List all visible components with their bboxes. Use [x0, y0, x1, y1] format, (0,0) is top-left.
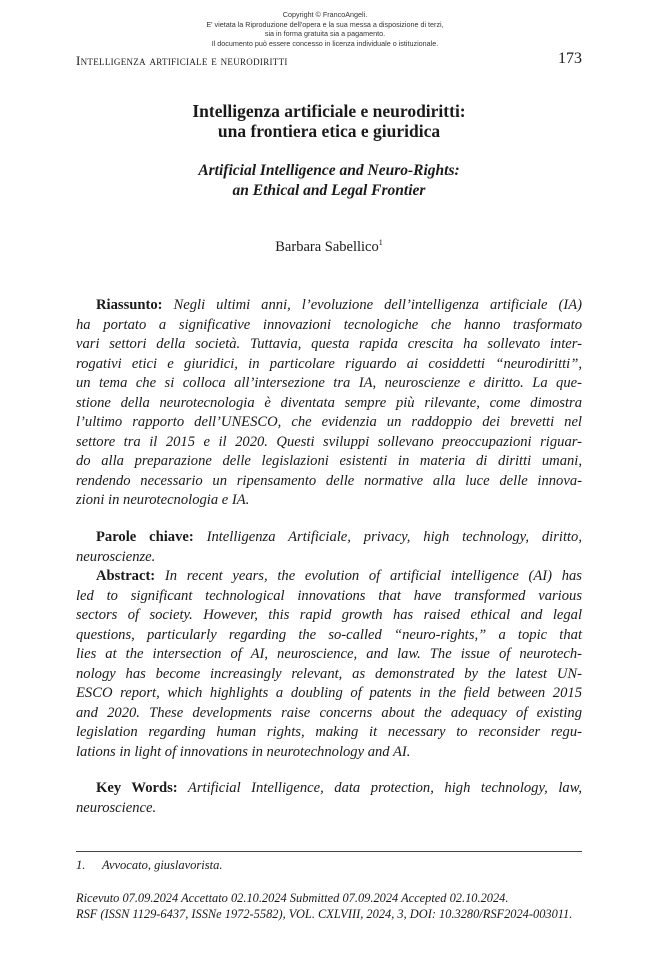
abstract-line: ESCO report, which highlights a doubling of patents in the field between 2015	[76, 685, 582, 701]
riassunto-section	[76, 296, 582, 511]
copyright-line: E' vietata la Riproduzione dell'opera e la sua messa a disposizione di terzi,	[206, 19, 444, 29]
abstract-line: and 2020. These developments raise concerns about the adequacy of existing	[76, 704, 582, 721]
footnote-number: 1.	[76, 858, 86, 872]
key-words-label: Key Words:	[96, 780, 178, 796]
riassunto-line: vari settori della società. Tuttavia, questa rapida crescita ha sollevato inter-	[76, 336, 582, 352]
title-line: Intelligenza artificiale e neurodiritti:	[192, 101, 466, 121]
riassunto-line: zioni in neurotecnologia e IA.	[76, 492, 250, 508]
author-name: Barbara Sabellico	[275, 239, 379, 255]
riassunto-line: un tema che si colloca all’intersezione tra IA, neuroscienze e diritto. La que-	[76, 375, 582, 391]
copyright-line: sia in forma gratuita sia a pagamento.	[264, 29, 386, 39]
key-words-line: neuroscience.	[76, 799, 157, 816]
riassunto-line: ha portato a significative innovazioni tecnologiche che hanno trasformato	[76, 316, 582, 333]
copyright-line: Copyright © FrancoAngeli.	[282, 10, 368, 19]
publication-line: Ricevuto 07.09.2024 Accettato 02.10.2024 Submitted 07.09.2024 Accepted 02.10.2024.	[76, 891, 509, 905]
riassunto-label: Riassunto:	[96, 297, 163, 313]
abstract-line: nology has become increasingly relevant, as demonstrated by the latest UN-	[76, 665, 582, 682]
page-number: 173	[558, 50, 582, 67]
parole-chiave-section	[76, 528, 582, 567]
abstract-line: led to significant technological innovations that have transformed various	[76, 587, 582, 604]
publication-info	[76, 890, 582, 922]
subtitle-line: Artificial Intelligence and Neuro-Rights:	[198, 162, 460, 179]
key-words-line	[76, 779, 582, 799]
riassunto-line: settore tra il 2015 e il 2020. Questi sviluppi sollevano preoccupazioni riguar-	[76, 433, 582, 450]
abstract-line: lies at the intersection of AI, neuroscience, and law. The issue of neurotech-	[76, 646, 582, 662]
copyright-notice	[0, 10, 650, 48]
copyright-line: Il documento può essere concesso in licenza individuale o istituzionale.	[211, 38, 439, 48]
abstract-label: Abstract:	[96, 568, 156, 584]
key-words-text: Artificial Intelligence, data protection, high technology, law,	[177, 780, 582, 796]
riassunto-line: stione della neurotecnologia è diventata sempre più rilevante, come dimostra	[76, 394, 582, 411]
footnote-marker: 1	[378, 238, 383, 247]
parole-chiave-text: Intelligenza Artificiale, privacy, high technology, diritto,	[193, 529, 583, 545]
author-line	[76, 238, 582, 256]
riassunto-line: do alla preparazione delle legislazioni esistenti in materia di diritti umani,	[76, 453, 582, 469]
riassunto-line: rendendo necessario un ripensamento delle normative alla luce delle innova-	[76, 472, 582, 489]
riassunto-line: rogativi etici e giuridici, in particolare riguardo ai cosiddetti “neurodiritti”,	[76, 355, 582, 372]
title-line: una frontiera etica e giuridica	[217, 121, 441, 141]
abstract-line: legislation regarding human rights, making it necessary to reconsider regu-	[76, 724, 582, 740]
riassunto-line	[76, 296, 582, 316]
article-subtitle	[76, 161, 582, 200]
parole-chiave-line	[76, 528, 582, 548]
abstract-line: sectors of society. However, this rapid growth has raised ethical and legal	[76, 607, 582, 623]
article-title	[76, 101, 582, 141]
parole-chiave-line: neuroscienze.	[76, 548, 156, 565]
footnote	[76, 858, 222, 873]
abstract-line	[76, 567, 582, 587]
subtitle-line: an Ethical and Legal Frontier	[232, 181, 426, 199]
running-head	[76, 50, 582, 72]
parole-chiave-label: Parole chiave:	[96, 529, 194, 545]
key-words-section	[76, 779, 582, 818]
abstract-text: In recent years, the evolution of artificial intelligence (AI) has	[155, 568, 582, 584]
riassunto-line: l’ultimo rapporto dell’UNESCO, che evidenzia un raddoppio dei brevetti nel	[76, 414, 582, 430]
abstract-line: questions, particularly regarding the so-called “neuro-rights,” a topic that	[76, 626, 582, 643]
abstract-section	[76, 567, 582, 762]
footnote-text: Avvocato, giuslavorista.	[102, 858, 223, 872]
publication-line: RSF (ISSN 1129-6437, ISSNe 1972-5582), VOL. CXLVIII, 2024, 3, DOI: 10.3280/RSF2024-003011.	[76, 907, 573, 921]
footnote-divider	[76, 851, 582, 852]
abstract-line: lations in light of innovations in neurotechnology and AI.	[76, 743, 411, 760]
riassunto-text: Negli ultimi anni, l’evoluzione dell’intelligenza artificiale (IA)	[162, 297, 582, 313]
running-title: Intelligenza artificiale e neurodiritti	[76, 53, 288, 68]
